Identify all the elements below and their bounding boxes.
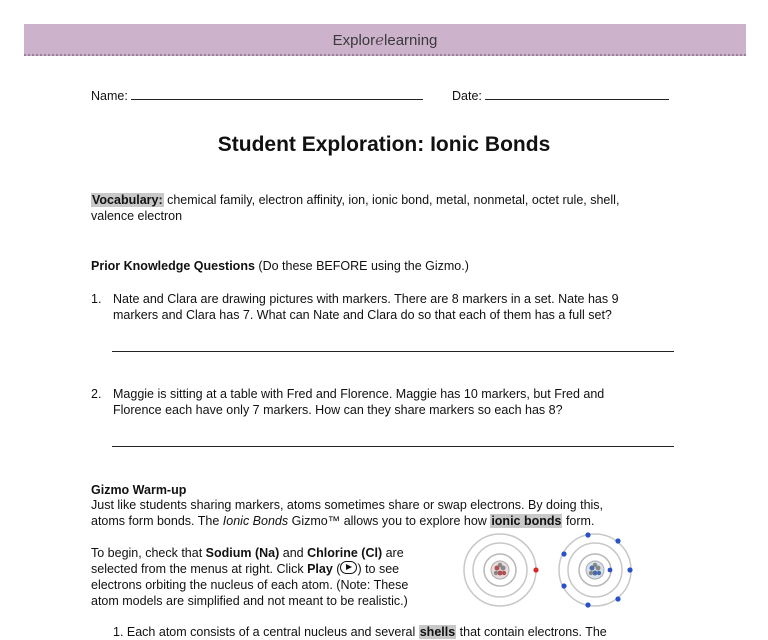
warmup-p2-and: and xyxy=(282,546,304,560)
page-title: Student Exploration: Ionic Bonds xyxy=(217,133,551,156)
question-2-line-2: Florence each have only 7 markers. How can they share markers so each has 8? xyxy=(113,403,563,417)
chlorine-label: Chlorine (Cl) xyxy=(307,546,383,560)
play-icon xyxy=(340,561,357,574)
sodium-valence-electron xyxy=(533,567,538,572)
prior-knowledge-note: (Do these BEFORE using the Gizmo.) xyxy=(258,259,469,273)
question-1-line-1: Nate and Clara are drawing pictures with markers. There are 8 markers in a set. Nate has 9 xyxy=(113,292,619,306)
warmup-p2-are: are xyxy=(385,546,404,560)
warmup-paragraph-2 xyxy=(91,545,451,609)
warmup-p1-text-c: form. xyxy=(565,514,595,528)
warmup-p1-text-a: atoms form bonds. The xyxy=(91,514,220,528)
name-row xyxy=(91,87,423,104)
vocabulary-label: Vocabulary: xyxy=(92,193,163,207)
warmup-p2-line-1 xyxy=(91,545,451,561)
warmup-p2-line-3: electrons orbiting the nucleus of each atom. (Note: These xyxy=(91,578,409,592)
warmup-p2-text-b: selected from the menus at right. Click xyxy=(91,562,304,576)
shells-highlight: shells xyxy=(419,625,456,639)
atom-models-illustration xyxy=(460,528,650,618)
name-field[interactable] xyxy=(131,87,423,100)
sodium-atom-model xyxy=(464,534,539,606)
warmup-p2-text-c: ) to see xyxy=(357,562,400,576)
warmup-p2-text-a: To begin, check that xyxy=(91,546,203,560)
warmup-paragraph-1 xyxy=(91,497,691,529)
explorelearning-header xyxy=(24,24,746,56)
warmup-p1-gizmo-name: Ionic Bonds xyxy=(222,514,289,528)
warmup-p1-highlight: ionic bonds xyxy=(491,514,562,528)
warmup-p2-line-4: atom models are simplified and not meant to be realistic.) xyxy=(91,594,408,608)
answer-line-1[interactable] xyxy=(112,351,674,352)
name-label: Name: xyxy=(91,89,128,103)
prior-knowledge-heading-row xyxy=(91,258,469,274)
logo-text-left: Explor xyxy=(332,32,376,49)
question-2-number: 2. xyxy=(91,387,102,401)
date-label: Date: xyxy=(452,89,482,103)
vocabulary-line-2: valence electron xyxy=(91,209,183,223)
warmup-q1-text: 1. Each atom consists of a central nucleus and several xyxy=(113,625,416,639)
logo-swirl-e: e xyxy=(375,31,385,49)
date-row xyxy=(452,87,669,104)
answer-line-2[interactable] xyxy=(112,446,674,447)
vocabulary-line-1: chemical family, electron affinity, ion, ionic bond, metal, nonmetal, octet rule, shell, xyxy=(167,193,620,207)
gizmo-warmup-heading-text: Gizmo Warm-up xyxy=(91,483,187,497)
warmup-p1-text-b: Gizmo™ allows you to explore how xyxy=(291,514,487,528)
question-2-line-1: Maggie is sitting at a table with Fred and Florence. Maggie has 10 markers, but Fred and xyxy=(113,387,605,401)
logo-text-right: learning xyxy=(384,32,438,49)
play-label: Play xyxy=(307,562,333,576)
chlorine-atom-model xyxy=(559,532,633,607)
warmup-q1-rest: that contain electrons. The xyxy=(459,625,607,639)
warmup-p2-line-2: selected from the menus at right. Click Play ( ) to see xyxy=(91,562,400,576)
question-1-number: 1. xyxy=(91,292,102,306)
prior-knowledge-heading: Prior Knowledge Questions xyxy=(91,259,255,273)
question-1-line-2: markers and Clara has 7. What can Nate and Clara do so that each of them has a full set? xyxy=(113,308,612,322)
date-field[interactable] xyxy=(485,87,669,100)
warmup-p1-line-1: Just like students sharing markers, atoms sometimes share or swap electrons. By doing this, xyxy=(91,498,604,512)
vocabulary-section xyxy=(91,192,691,224)
question-2 xyxy=(113,386,693,418)
sodium-label: Sodium (Na) xyxy=(205,546,280,560)
warmup-question-1-partial xyxy=(113,624,693,640)
gizmo-warmup-heading xyxy=(91,482,186,498)
warmup-p1-line-2 xyxy=(91,513,691,529)
question-1 xyxy=(113,291,693,323)
